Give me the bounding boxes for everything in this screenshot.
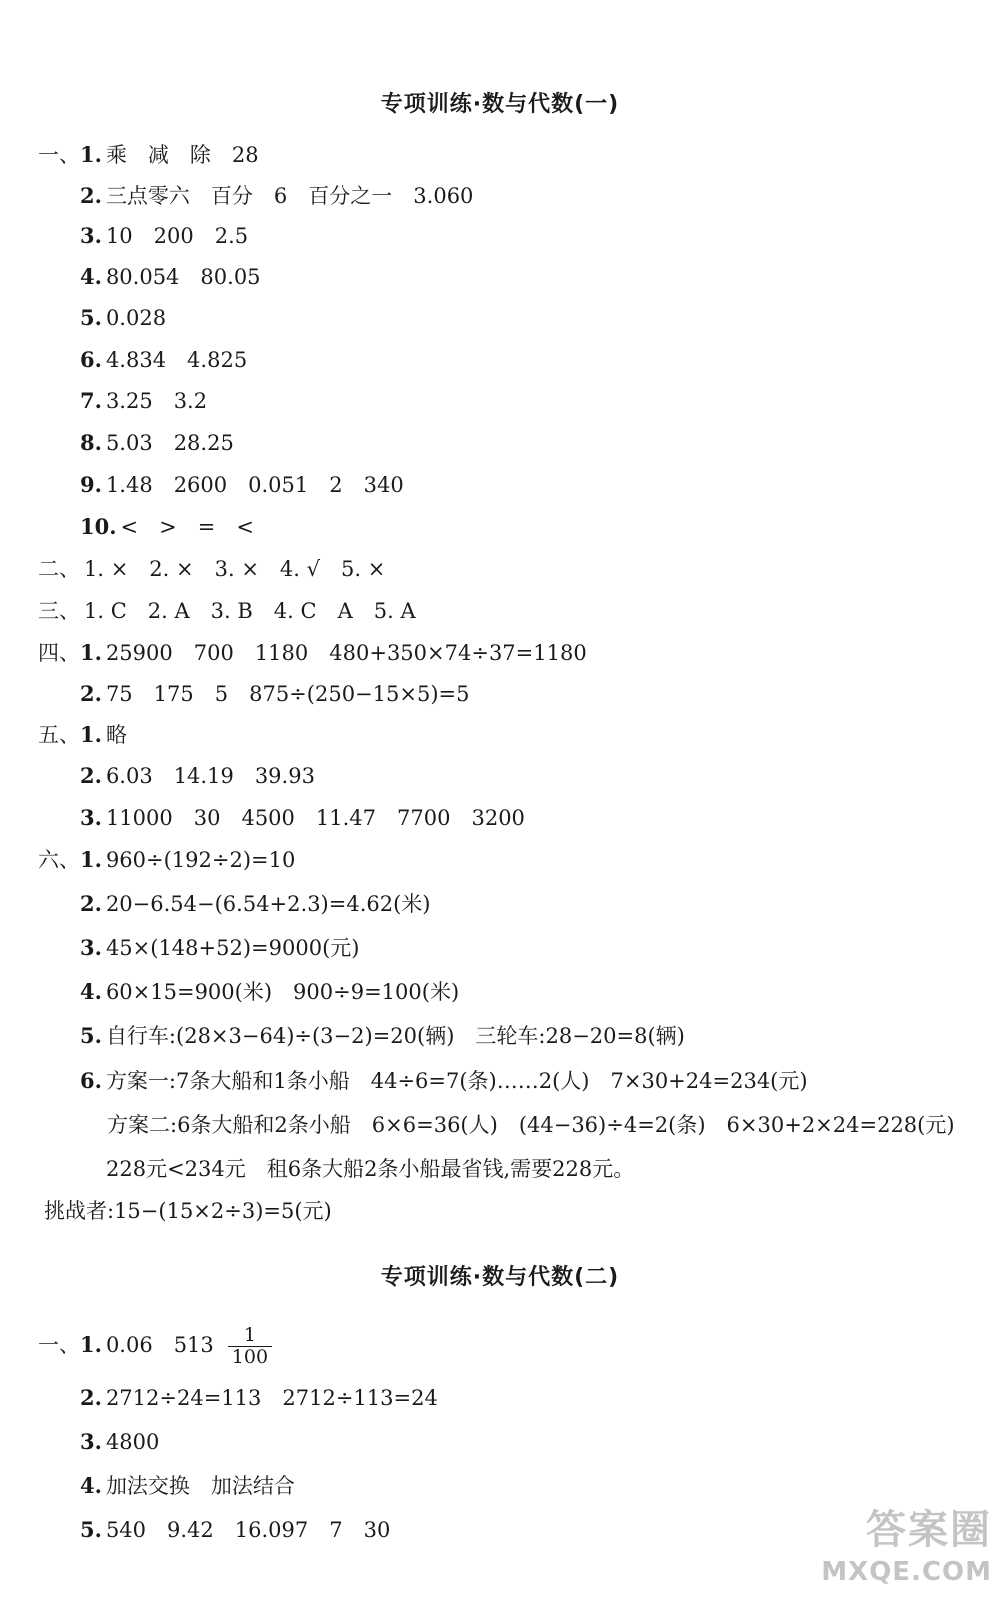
watermark [782,1505,992,1600]
answer-line: 2. 75 175 5 875÷(250−15×5)=5 [80,681,470,706]
answer-line: 228元<234元 租6条大船2条小船最省钱,需要228元。 [106,1157,635,1181]
answer-line: 2. 2712÷24=113 2712÷113=24 [80,1385,438,1410]
answer-line: 挑战者:15−(15×2÷3)=5(元) [44,1199,332,1223]
answer-line: 7. 3.25 3.2 [80,388,208,413]
answer-line: 六、1. 960÷(192÷2)=10 [38,847,296,872]
answer-line: 3. 11000 30 4500 11.47 7700 3200 [80,805,525,830]
answer-line: 2. 20−6.54−(6.54+2.3)=4.62(米) [80,891,431,916]
answer-line: 一、1. 0.06 513 $\frac{1}{100}$ [38,1325,272,1368]
answer-line: 6. 方案一:7条大船和1条小船 44÷6=7(条)……2(人) 7×30+24=234(元) [80,1068,808,1093]
section-title: 专项训练·数与代数(二) [380,1265,620,1290]
answer-line: 5. 540 9.42 16.097 7 30 [80,1517,391,1542]
answer-line: 一、1. 乘 减 除 28 [38,142,259,167]
fraction: $\frac{1}{100}$ [228,1325,272,1368]
watermark-logo: 答案圈 [866,1507,992,1553]
answer-line: 6. 4.834 4.825 [80,347,248,372]
answer-line: 5. 0.028 [80,305,167,330]
watermark-url: MXQE.COM [821,1557,992,1587]
answer-line: 四、1. 25900 700 1180 480+350×74÷37=1180 [38,640,587,665]
answer-line: 二、 1. × 2. × 3. × 4. √ 5. × [38,557,386,581]
answer-line: 五、1. 略 [38,722,127,747]
answer-line: 方案二:6条大船和2条小船 6×6=36(人) (44−36)÷4=2(条) 6×30+2×24=228(元) [107,1113,955,1137]
answer-line: 10. < > = < [80,514,254,539]
answer-line: 4. 加法交换 加法结合 [80,1473,295,1498]
answer-line: 9. 1.48 2600 0.051 2 340 [80,472,404,497]
answer-line: 4. 80.054 80.05 [80,264,261,289]
answer-line: 3. 45×(148+52)=9000(元) [80,935,360,960]
answer-line: 5. 自行车:(28×3−64)÷(3−2)=20(辆) 三轮车:28−20=8(辆) [80,1023,685,1048]
answer-line: 8. 5.03 28.25 [80,430,234,455]
answer-line: 4. 60×15=900(米) 900÷9=100(米) [80,979,460,1004]
answer-line: 3. 4800 [80,1429,160,1454]
answer-line: 2. 三点零六 百分 6 百分之一 3.060 [80,183,474,208]
answer-line: 3. 10 200 2.5 [80,223,249,248]
section-title: 专项训练·数与代数(一) [380,92,620,117]
answer-line: 三、 1. C 2. A 3. B 4. C A 5. A [38,599,416,623]
answer-line: 2. 6.03 14.19 39.93 [80,763,315,788]
